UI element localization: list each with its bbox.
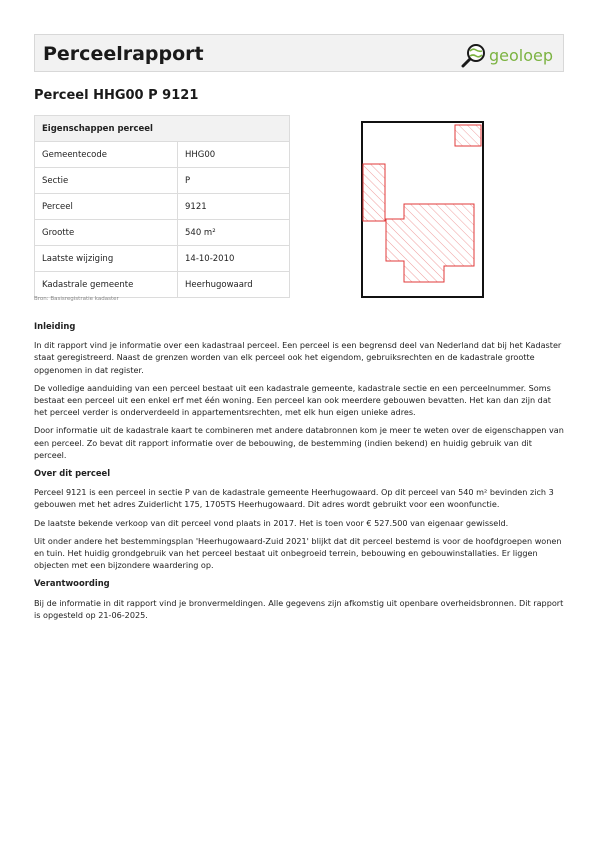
property-label: Sectie — [35, 168, 178, 194]
paragraph: Uit onder andere het bestemmingsplan 'Heerhugowaard-Zuid 2021' blijkt dat dit perceel bestemd is voor de hoofdgroepen wonen en tuin. Het huidig grondgebruik van het perceel bestaat uit onbegroeid terrein, bebouwing en gebouwinstallaties. Er liggen objecten met een bijzondere waardering op. — [34, 535, 562, 571]
section-heading: Over dit perceel — [34, 468, 111, 479]
paragraph: Bij de informatie in dit rapport vind je bronvermeldingen. Alle gegevens zijn afkomstig uit openbare overheidsbronnen. Dit rapport is opgesteld op 21-06-2025. — [34, 597, 564, 620]
table-row — [35, 220, 290, 246]
property-value: Heerhugowaard — [178, 272, 290, 298]
properties-table — [34, 115, 290, 298]
table-row — [35, 142, 290, 168]
building-outline — [363, 164, 385, 221]
property-value: 14-10-2010 — [178, 246, 290, 272]
building-outline — [455, 125, 481, 146]
magnifier-globe-icon — [461, 42, 487, 68]
report-content — [34, 320, 564, 627]
property-value: P — [178, 168, 290, 194]
table-row — [35, 246, 290, 272]
property-label: Laatste wijziging — [35, 246, 178, 272]
paragraph: Door informatie uit de kadastrale kaart te combineren met andere databronnen kom je meer te weten over de eigenschappen van een perceel. Zo bevat dit rapport informatie over de bebouwing, de bestemming (indien bekend) en huidig gebruik van dit perceel. — [34, 425, 564, 460]
property-value: 540 m² — [178, 220, 290, 246]
logo-text: geoloep — [488, 45, 553, 65]
table-row — [35, 168, 290, 194]
page-title: Perceelrapport — [43, 43, 204, 65]
geoloep-logo — [461, 42, 553, 68]
property-value: 9121 — [178, 194, 290, 220]
property-label: Grootte — [35, 220, 178, 246]
property-label: Kadastrale gemeente — [35, 272, 178, 298]
property-label: Gemeentecode — [35, 142, 178, 168]
property-value: HHG00 — [178, 142, 290, 168]
property-label: Perceel — [35, 194, 178, 220]
report-header — [34, 34, 564, 72]
properties-heading: Eigenschappen perceel — [35, 116, 290, 142]
parcel-map — [360, 120, 486, 300]
table-row — [35, 194, 290, 220]
source-note: Bron: Basisregistratie kadaster — [34, 296, 119, 302]
section-heading: Inleiding — [34, 321, 76, 331]
parcel-title: Perceel HHG00 P 9121 — [34, 88, 199, 103]
paragraph: Perceel 9121 is een perceel in sectie P van de kadastrale gemeente Heerhugowaard. Op dit perceel van 540 m² bevinden zich 3 gebouwen met het adres Zuiderlicht 175, 1705TS Heerhugowaard. Dit adres wordt gebruikt voor een woonfunctie. — [34, 487, 554, 510]
section-heading: Verantwoording — [34, 578, 110, 589]
paragraph: De laatste bekende verkoop van dit perceel vond plaats in 2017. Het is toen voor € 527.500 van eigenaar gewisseld. — [34, 517, 509, 528]
paragraph: De volledige aanduiding van een perceel bestaat uit een kadastrale gemeente, kadastrale sectie en een perceelnummer. Soms bestaat een perceel uit een enkel erf met één woning. Een perceel kan ook meerdere gebouwen bevatten. Het kan dan zijn dat het perceel verder is onderverdeeld in appartementsrechten, met elk hun eigen unieke adres. — [34, 382, 551, 418]
paragraph: In dit rapport vind je informatie over een kadastraal perceel. Een perceel is een begrensd deel van Nederland dat bij het Kadaster staat geregistreerd. Naast de grenzen worden van elk perceel ook het eigendom, gebruiksrechten en de kadastrale grootte opgenomen in dat register. — [34, 340, 562, 375]
table-row — [35, 272, 290, 298]
